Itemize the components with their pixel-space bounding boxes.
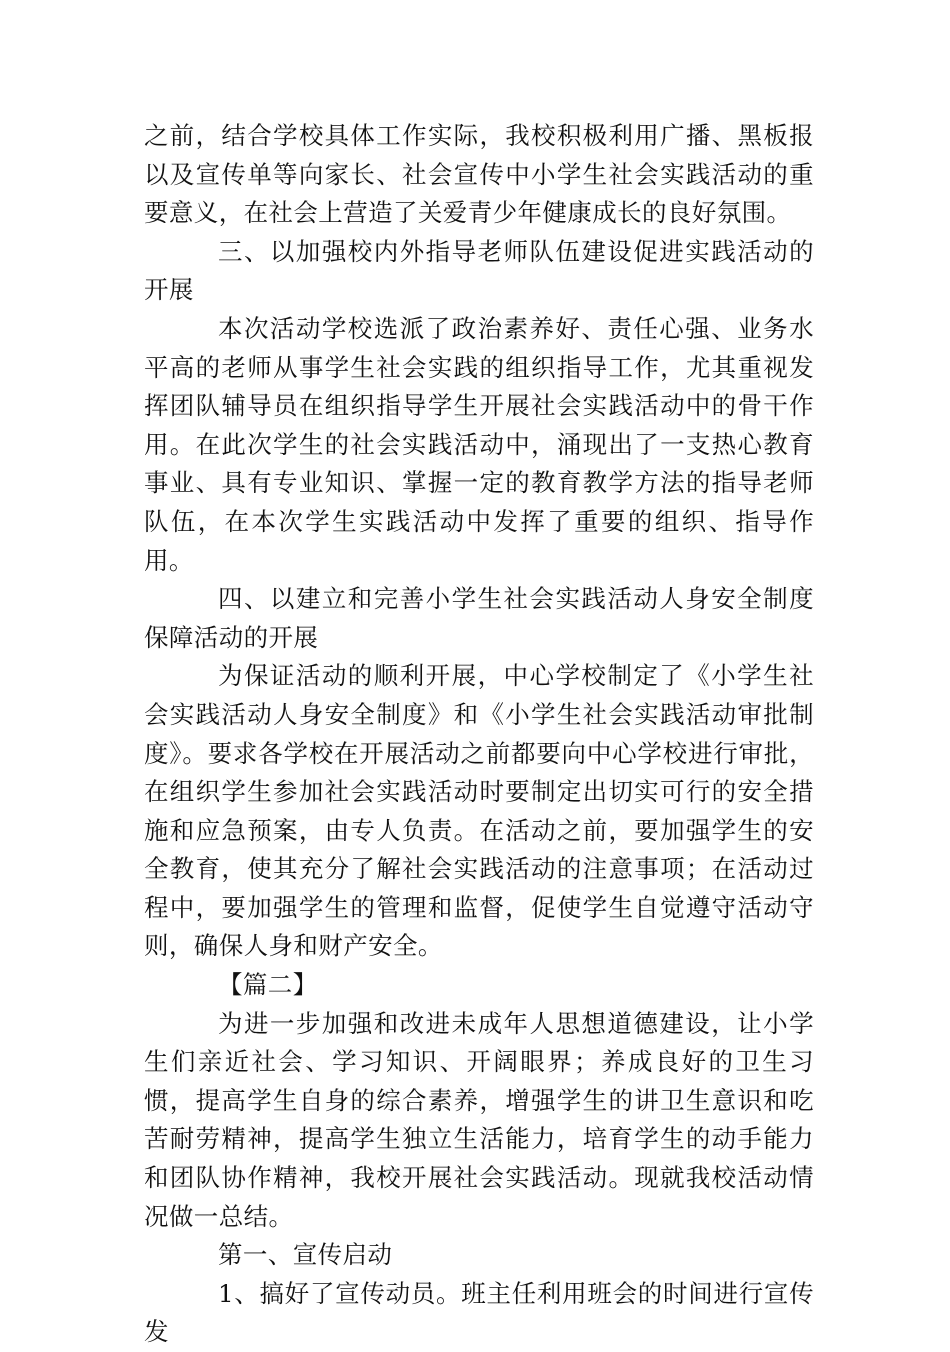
document-body [144, 117, 814, 1352]
paragraph-safety-system: 为保证活动的顺利开展，中心学校制定了《小学生社会实践活动人身安全制度》和《小学生社会实践活动审批制度》。要求各学校在开展活动之前都要向中心学校进行审批，在组织学生参加社会实践活动时要制定出切实可行的安全措施和应急预案，由专人负责。在活动之前，要加强学生的安全教育，使其充分了解社会实践活动的注意事项；在活动过程中，要加强学生的管理和监督，促使学生自觉遵守活动守则，确保人身和财产安全。 [144, 661, 814, 961]
paragraph-intro-continuation: 之前，结合学校具体工作实际，我校积极利用广播、黑板报以及宣传单等向家长、社会宣传中小学生社会实践活动的重要意义，在社会上营造了关爱青少年健康成长的良好氛围。 [144, 121, 814, 228]
section-heading-three: 三、以加强校内外指导老师队伍建设促进实践活动的开展 [144, 236, 814, 305]
subheading-first-publicity: 第一、宣传启动 [218, 1240, 393, 1270]
part-two-heading: 【篇二】 [218, 970, 318, 1000]
section-heading-four: 四、以建立和完善小学生社会实践活动人身安全制度保障活动的开展 [144, 584, 814, 652]
paragraph-teacher-team: 本次活动学校选派了政治素养好、责任心强、业务水平高的老师从事学生社会实践的组织指导工作，尤其重视发挥团队辅导员在组织指导学生开展社会实践活动中的骨干作用。在此次学生的社会实践活动中，涌现出了一支热心教育事业、具有专业知识、掌握一定的教育教学方法的指导老师队伍，在本次学生实践活动中发挥了重要的组织、指导作用。 [144, 313, 814, 575]
paragraph-part-two-intro: 为进一步加强和改进未成年人思想道德建设，让小学生们亲近社会、学习知识、开阔眼界；养成良好的卫生习惯，提高学生自身的综合素养，增强学生的讲卫生意识和吃苦耐劳精神，提高学生独立生活能力，培育学生的动手能力和团队协作精神，我校开展社会实践活动。现就我校活动情况做一总结。 [144, 1008, 814, 1231]
paragraph-publicity-item-one: 1、搞好了宣传动员。班主任利用班会的时间进行宣传发 [144, 1278, 814, 1347]
